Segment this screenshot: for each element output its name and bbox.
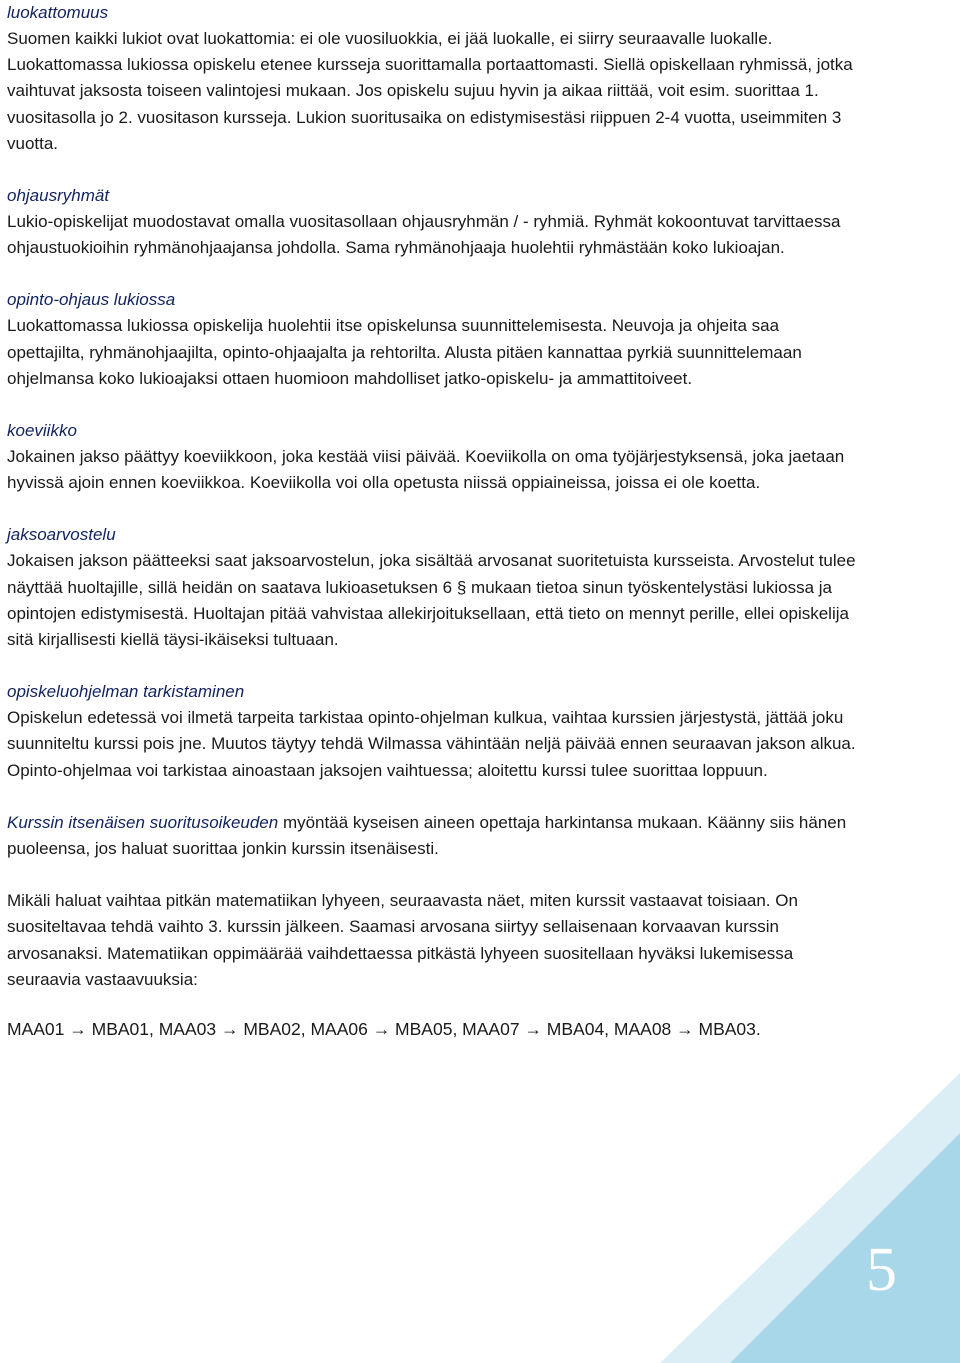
section-itsenainen-suoritus bbox=[7, 810, 859, 862]
section-luokattomuus bbox=[7, 0, 859, 157]
section-opiskeluohjelman-tarkistaminen bbox=[7, 679, 859, 784]
section-ohjausryhmat bbox=[7, 183, 859, 261]
section-jaksoarvostelu bbox=[7, 522, 859, 653]
page-number: 5 bbox=[866, 1236, 897, 1304]
section-text: Lukio-opiskelijat muodostavat omalla vuositasollaan ohjausryhmän / - ryhmiä. Ryhmät kokoontuvat tarvittaessa ohjaustuokioihin ryhmänohjaajansa johdolla. Sama ryhmänohjaaja huolehtii ryhmästään koko lukioajan. bbox=[7, 212, 841, 258]
section-heading: luokattomuus bbox=[7, 3, 109, 22]
section-text: Luokattomassa lukiossa opiskelija huolehtii itse opiskelunsa suunnittelemisesta. Neuvoja ja ohjeita saa opettajilta, ryhmänohjaajilta, opinto-ohjaajalta ja rehtorilta. Alusta pitäen kannattaa pyrkiä suunnittelemaan ohjelmansa koko lukioajaksi ottaen huomioon mahdolliset jatko-opiskelu- ja ammattitoiveet. bbox=[7, 316, 802, 388]
section-text: Jokainen jakso päättyy koeviikkoon, joka kestää viisi päivää. Koeviikolla on oma työjärjestyksensä, joka jaetaan hyvissä ajoin ennen koeviikkoa. Koeviikolla voi olla opetusta niissä oppiaineissa, joissa ei ole koetta. bbox=[7, 447, 845, 493]
section-text: Opiskelun edetessä voi ilmetä tarpeita tarkistaa opinto-ohjelman kulkua, vaihtaa kurssien järjestystä, jättää joku suunniteltu kurssi pois jne. Muutos täytyy tehdä Wilmassa vähintään neljä päivää ennen seuraavan jakson alkua. Opinto-ohjelmaa voi tarkistaa ainoastaan jaksojen vaihtuessa; aloitettu kurssi tulee suorittaa loppuun. bbox=[7, 708, 856, 780]
math-paragraph: Mikäli haluat vaihtaa pitkän matematiikan lyhyeen, seuraavasta näet, miten kurssit vastaavat toisiaan. On suositeltavaa tehdä vaihto 3. kurssin jälkeen. Saamasi arvosana siirtyy sellaisenaan korvaavan kurssin arvosanaksi. Matematiikan oppimäärää vaihdettaessa pitkästä lyhyeen suositellaan hyväksi lukemisessa seuraavia vastaavuuksia: bbox=[7, 891, 798, 989]
corner-triangle-mid bbox=[730, 1133, 960, 1363]
document-body bbox=[7, 0, 859, 1069]
section-koeviikko bbox=[7, 418, 859, 496]
corner-decoration bbox=[660, 1073, 960, 1363]
course-mapping: MAA01 → MBA01, MAA03 → MBA02, MAA06 → MBA05, MAA07 → MBA04, MAA08 → MBA03. bbox=[7, 1019, 761, 1040]
section-text: Jokaisen jakson päätteeksi saat jaksoarvostelun, joka sisältää arvosanat suoritetuista kursseista. Arvostelut tulee näyttää huoltajille, sillä heidän on saatava lukioasetuksen 6 § mukaan tietoa sinun työskentelystäsi lukiossa ja opintojen edistymisestä. Huoltajan pitää vahvistaa allekirjoituksellaan, että tieto on mennyt perille, ellei opiskelija sitä kirjallisesti kiellä täysi-ikäiseksi tultuaan. bbox=[7, 551, 856, 650]
section-matematiikka bbox=[7, 888, 859, 1043]
section-opinto-ohjaus bbox=[7, 287, 859, 392]
section-heading: jaksoarvostelu bbox=[7, 525, 116, 545]
independent-emphasis: Kurssin itsenäisen suoritusoikeuden bbox=[7, 812, 279, 832]
section-heading: opiskeluohjelman tarkistaminen bbox=[7, 682, 245, 702]
independent-rest: myöntää kyseisen aineen opettaja harkintansa mukaan. Käänny siis hänen puoleensa, jos haluat suorittaa jonkin kurssin itsenäisesti. bbox=[7, 812, 847, 859]
section-text: Suomen kaikki lukiot ovat luokattomia: ei ole vuosiluokkia, ei jää luokalle, ei siirry seuraavalle luokalle. Luokattomassa lukiossa opiskelu etenee kursseja suorittamalla portaattomasti. Siellä opiskellaan ryhmissä, jotka vaihtuvat jaksosta toiseen valintojesi mukaan. Jos opiskelu sujuu hyvin ja aikaa riittää, voit esim. suorittaa 1. vuositasolla jo 2. vuositason kursseja. Lukion suoritusaika on edistymisestäsi riippuen 2-4 vuotta, useimmiten 3 vuotta. bbox=[7, 29, 853, 153]
section-heading: ohjausryhmät bbox=[7, 186, 110, 206]
independent-paragraph bbox=[7, 810, 859, 862]
section-heading: opinto-ohjaus lukiossa bbox=[7, 290, 176, 310]
section-heading: koeviikko bbox=[7, 421, 77, 441]
